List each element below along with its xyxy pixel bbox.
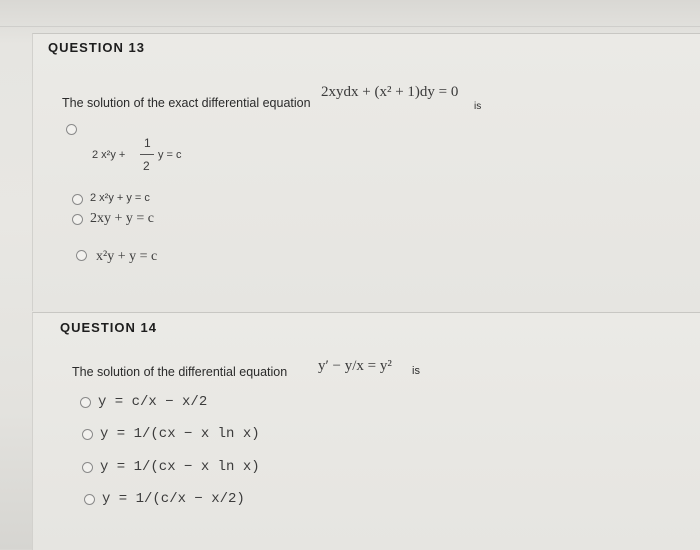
q13-option-c-label: 2xy + y = c — [90, 211, 155, 226]
q13-option-a-denominator: 2 — [143, 159, 150, 173]
q13-option-a-fraction-bar — [140, 154, 154, 155]
q13-option-d-label: x²y + y = c — [96, 249, 158, 264]
q14-option-a-radio[interactable] — [80, 397, 91, 408]
q14-option-d-label: y = 1/(c/x − x/2) — [102, 491, 245, 507]
q14-option-c-radio[interactable] — [82, 462, 93, 473]
q13-option-a-left: 2 x²y + — [92, 149, 126, 161]
q13-option-a-radio[interactable] — [66, 124, 77, 135]
q13-option-b-label: 2 x²y + y = c — [90, 192, 150, 204]
q13-option-c-radio[interactable] — [72, 214, 83, 225]
top-divider — [0, 26, 700, 27]
question-13-equation: 2xydx + (x² + 1)dy = 0 — [321, 84, 459, 100]
question-13-panel — [32, 33, 700, 311]
q14-option-a-label: y = c/x − x/2 — [98, 394, 208, 410]
q14-option-c-label: y = 1/(cx − x ln x) — [100, 459, 260, 475]
question-13-suffix: is — [474, 101, 482, 112]
question-13-title: QUESTION 13 — [48, 40, 145, 55]
q14-option-d-radio[interactable] — [84, 494, 95, 505]
q14-option-b-label: y = 1/(cx − x ln x) — [100, 426, 260, 442]
q13-option-b-radio[interactable] — [72, 194, 83, 205]
question-14-prompt: The solution of the differential equation — [72, 365, 288, 379]
question-14-equation: y′ − y/x = y² — [318, 358, 392, 374]
q13-option-d-radio[interactable] — [76, 250, 87, 261]
question-13-prompt: The solution of the exact differential equation — [62, 96, 311, 110]
q14-option-b-radio[interactable] — [82, 429, 93, 440]
question-14-suffix: is — [412, 365, 420, 377]
q13-option-a-numerator: 1 — [144, 136, 151, 150]
question-14-title: QUESTION 14 — [60, 320, 157, 335]
q13-option-a-right: y = c — [158, 149, 182, 161]
